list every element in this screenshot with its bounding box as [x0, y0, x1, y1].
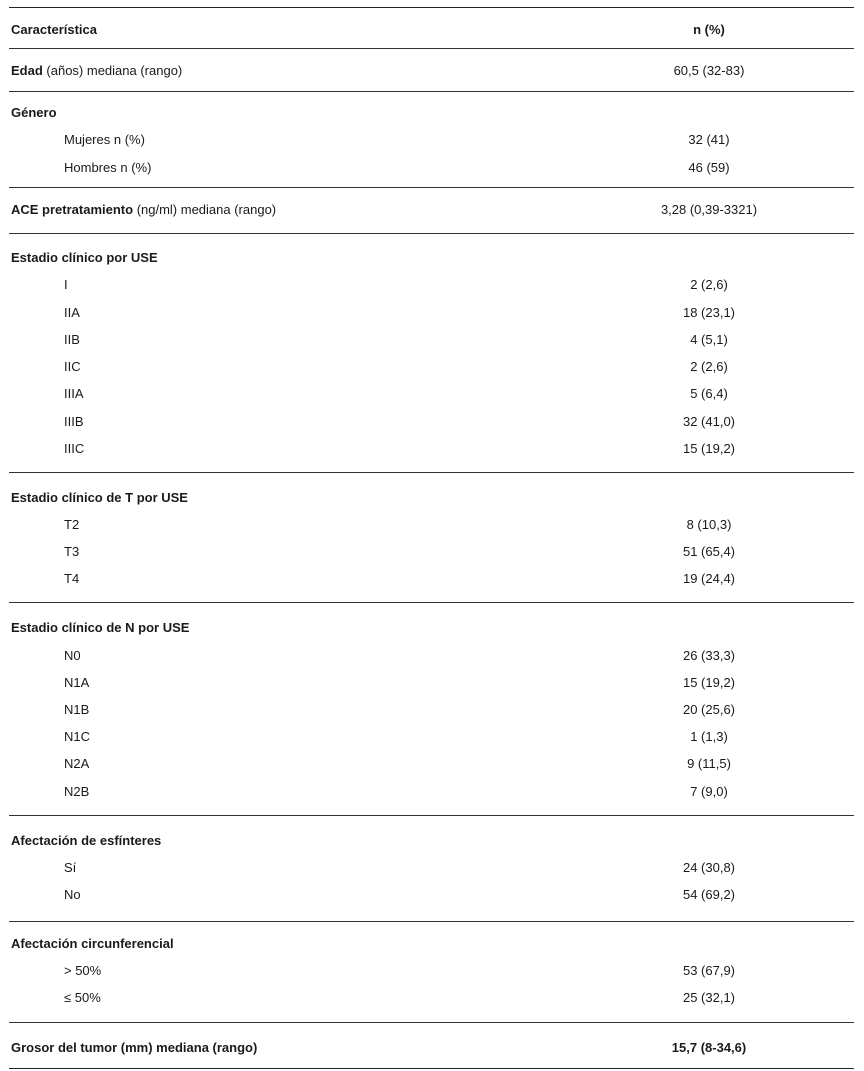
estadio-use-row-label: IIIB — [64, 414, 84, 429]
grosor-label: Grosor del tumor (mm) mediana (rango) — [11, 1040, 258, 1055]
estadio-n-row-value: 26 (33,3) — [682, 648, 736, 663]
estadio-n-row-value: 20 (25,6) — [682, 702, 736, 717]
section-rule — [9, 187, 854, 188]
circunferencial-title: Afectación circunferencial — [11, 936, 174, 951]
estadio-t-row-value: 51 (65,4) — [682, 544, 736, 559]
estadio-use-title: Estadio clínico por USE — [11, 250, 158, 265]
estadio-n-row-value: 9 (11,5) — [687, 756, 731, 771]
estadio-use-row-label: IIB — [64, 332, 80, 347]
ace-label — [11, 202, 276, 218]
estadio-n-row-value: 7 (9,0) — [690, 784, 728, 799]
ace-label-rest: mediana (rango) — [180, 202, 277, 217]
grosor-value: 15,7 (8-34,6) — [671, 1040, 747, 1055]
estadio-use-row-value: 32 (41,0) — [682, 414, 736, 429]
edad-label-bold: Edad — [11, 63, 43, 78]
esfinteres-title: Afectación de esfínteres — [11, 833, 162, 848]
circunferencial-row-value: 25 (32,1) — [682, 990, 736, 1005]
section-rule — [9, 1022, 854, 1023]
genero-title: Género — [11, 105, 57, 120]
estadio-n-row-value: 1 (1,3) — [690, 729, 728, 744]
estadio-use-row-label: I — [64, 277, 68, 292]
table-top-rule — [9, 7, 854, 8]
estadio-n-title: Estadio clínico de N por USE — [11, 620, 190, 635]
section-rule — [9, 472, 854, 473]
estadio-n-row-label: N1A — [64, 675, 90, 690]
edad-label-rest: (años) mediana (rango) — [42, 63, 183, 78]
estadio-use-row-value: 2 (2,6) — [690, 277, 728, 292]
estadio-use-row-label: IIIA — [64, 386, 84, 401]
estadio-t-title: Estadio clínico de T por USE — [11, 490, 188, 505]
estadio-t-row-value: 19 (24,4) — [682, 571, 736, 586]
circunferencial-row-label: > 50% — [64, 963, 102, 978]
ace-label-bold: ACE pretratamiento — [11, 202, 134, 217]
estadio-t-row-value: 8 (10,3) — [686, 517, 732, 532]
estadio-n-row-label: N2B — [64, 784, 90, 799]
section-rule — [9, 602, 854, 603]
genero-row-value: 32 (41) — [688, 132, 730, 147]
section-rule — [9, 921, 854, 922]
esfinteres-row-value: 24 (30,8) — [682, 860, 736, 875]
table-bottom-rule — [9, 1068, 854, 1069]
edad-label — [11, 63, 182, 79]
circunferencial-row-label: ≤ 50% — [64, 990, 101, 1005]
estadio-t-row-label: T2 — [64, 517, 80, 532]
header-n-percent: n (%) — [693, 22, 725, 37]
header-characteristic: Característica — [11, 22, 97, 37]
genero-row-label: Mujeres n (%) — [64, 132, 145, 147]
estadio-use-row-label: IIA — [64, 305, 80, 320]
ace-value: 3,28 (0,39-3321) — [660, 202, 758, 217]
estadio-n-row-label: N0 — [64, 648, 81, 663]
esfinteres-row-label: No — [64, 887, 81, 902]
section-rule — [9, 815, 854, 816]
estadio-use-row-label: IIIC — [64, 441, 85, 456]
estadio-use-row-value: 2 (2,6) — [690, 359, 728, 374]
estadio-use-row-value: 15 (19,2) — [682, 441, 736, 456]
estadio-use-row-value: 18 (23,1) — [682, 305, 736, 320]
esfinteres-row-value: 54 (69,2) — [682, 887, 736, 902]
estadio-use-row-value: 5 (6,4) — [690, 386, 728, 401]
estadio-use-row-label: IIC — [64, 359, 81, 374]
genero-row-label: Hombres n (%) — [64, 160, 152, 175]
section-rule — [9, 233, 854, 234]
characteristics-table — [9, 0, 854, 1071]
estadio-t-row-label: T4 — [64, 571, 80, 586]
section-rule — [9, 91, 854, 92]
estadio-n-row-label: N1C — [64, 729, 91, 744]
edad-value: 60,5 (32-83) — [673, 63, 745, 78]
genero-row-value: 46 (59) — [688, 160, 730, 175]
esfinteres-row-label: Sí — [64, 860, 77, 875]
estadio-n-row-label: N1B — [64, 702, 90, 717]
estadio-n-row-value: 15 (19,2) — [682, 675, 736, 690]
estadio-use-row-value: 4 (5,1) — [690, 332, 728, 347]
estadio-t-row-label: T3 — [64, 544, 80, 559]
estadio-n-row-label: N2A — [64, 756, 90, 771]
header-rule — [9, 48, 854, 49]
ace-label-units: (ng/ml) — [133, 202, 181, 217]
circunferencial-row-value: 53 (67,9) — [682, 963, 736, 978]
